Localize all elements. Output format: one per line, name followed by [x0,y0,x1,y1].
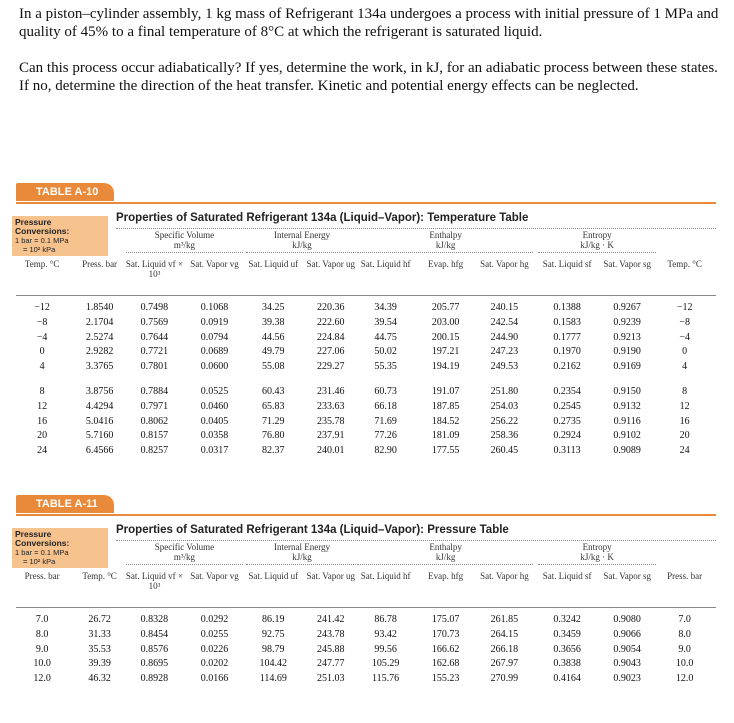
table-cell: 20 [37,430,48,442]
group-header-unit: kJ/kg [292,552,312,562]
table-cell: 0.1777 [553,331,581,343]
table-cell: 0.8328 [140,614,169,625]
table-cell: 0.9023 [613,673,641,685]
column-header: Press. bar [667,571,703,581]
column-header: Temp. °C [667,259,702,269]
table-cell: 203.00 [431,316,460,328]
table-cell: 247.77 [316,658,345,670]
group-header-rule [246,564,358,565]
table-cell: 71.29 [262,415,285,427]
table-cell: 0.0166 [200,673,229,685]
table-cell: 0.7801 [140,361,169,373]
table-cell: 0.0226 [200,643,229,655]
table-cell: 3.8756 [85,386,114,397]
table-cell: 227.06 [316,346,345,358]
column-header: Sat. Vapor hg [480,571,529,581]
table-row [16,400,716,414]
table-cell: 39.39 [88,658,111,670]
group-header-label: Internal Energy [273,542,331,552]
table-cell: −12 [34,302,50,313]
table-title-rule [116,228,716,229]
group-header-entropy [538,230,656,250]
table-cell: 86.78 [374,614,397,625]
group-header-label: Enthalpy [429,230,462,240]
table-cell: 55.08 [262,361,285,373]
table-cell: −8 [679,316,690,328]
table-cell: 26.72 [88,614,111,625]
table-cell: 49.79 [262,346,285,358]
table-cell: 0.7971 [140,400,169,412]
table-cell: 115.76 [372,673,400,685]
table-cell: 35.53 [88,643,111,655]
table-title: Properties of Saturated Refrigerant 134a (Liquid–Vapor): Pressure Table [116,524,509,536]
table-cell: 240.15 [490,302,519,313]
group-header-rule [358,252,533,253]
column-header: Sat. Liquid uf [248,259,299,269]
table-cell: 0.0525 [200,386,229,397]
table-cell: 9.0 [35,643,49,655]
table-cell: 0.0689 [200,346,229,358]
table-cell: 233.63 [316,400,345,412]
group-header-unit: kJ/kg [292,240,312,250]
table-cell: 266.18 [490,643,519,655]
header-bottom-rule [16,295,716,296]
table-cell: 184.52 [431,415,460,427]
table-cell: 0.0255 [200,628,229,640]
table-cell: −12 [676,302,693,313]
table-cell: 0.1388 [553,302,581,313]
table-row [16,657,716,671]
table-cell: 0.7498 [140,302,169,313]
table-cell: 240.01 [316,445,345,457]
table-cell: 104.42 [259,658,288,670]
table-cell: 5.7160 [85,430,114,442]
table-tab-label: TABLE A-10 [16,183,114,201]
table-cell: 0 [39,346,45,358]
conversions-title: Pressure Conversions: [15,217,70,236]
table-cell: 4 [682,361,688,373]
table-cell: 260.45 [490,445,519,457]
table-cell: 220.36 [316,302,345,313]
column-header: Sat. Liquid hf [360,571,411,581]
table-cell: 229.27 [316,361,345,373]
table-header [16,495,716,515]
table-cell: 222.60 [316,316,345,328]
group-header-label: Specific Volume [154,230,215,240]
table-cell: 0.3459 [553,628,581,640]
table-cell: 0.1068 [200,302,229,313]
group-header-enthalpy [358,230,533,250]
table-row [16,672,716,686]
group-header-specific-volume [126,542,244,562]
table-cell: 0.9102 [613,430,641,442]
group-header-rule [246,252,358,253]
table-cell: 86.19 [262,614,285,625]
table-cell: 254.03 [490,400,519,412]
table-cell: 10.0 [675,658,694,670]
column-header: Sat. Vapor vg [190,259,239,269]
table-cell: 0.0292 [200,614,229,625]
table-cell: 0.8062 [140,415,169,427]
table-cell: 194.19 [431,361,460,373]
table-a10 [15,183,716,457]
table-cell: 0.1970 [553,346,581,358]
table-cell: 66.18 [374,400,397,412]
table-cell: 0.9066 [613,628,641,640]
table-cell: 46.32 [88,673,111,685]
column-header: Temp. °C [82,571,117,581]
column-header: Sat. Liquid uf [248,571,299,581]
conversions-line-2: = 10² kPa [23,245,56,254]
table-cell: 8 [682,386,688,397]
table-cell: 114.69 [259,673,287,685]
table-row [16,429,716,443]
table-row [16,628,716,642]
conversions-line-2: = 10² kPa [23,557,56,566]
table-cell: 0.2924 [553,430,581,442]
table-cell: 34.25 [262,302,285,313]
table-cell: 0.9054 [613,643,641,655]
table-cell: 60.73 [374,386,397,397]
column-header: Temp. °C [24,259,60,269]
conversions-title: Pressure Conversions: [15,529,70,548]
table-cell: 197.21 [431,346,460,358]
problem-statement [19,5,724,95]
group-header-unit: kJ/kg [435,552,456,562]
table-cell: 71.69 [374,415,397,427]
column-header: Sat. Liquid hf [360,259,411,269]
table-cell: 166.62 [431,643,460,655]
table-cell: 0.2735 [553,415,581,427]
group-header-rule [358,564,533,565]
column-header: Sat. Vapor ug [306,571,356,581]
table-row [16,385,716,399]
table-cell: 181.09 [431,430,460,442]
table-cell: 44.56 [262,331,285,343]
table-cell: 4 [39,361,45,373]
group-header-specific-volume [126,230,244,250]
table-cell: 0.3242 [553,614,581,625]
table-cell: 251.80 [490,386,519,397]
table-cell: 0.9150 [613,386,641,397]
column-header: Sat. Vapor ug [306,259,356,269]
table-cell: 0.9267 [613,302,641,313]
table-cell: 8.0 [678,628,691,640]
table-cell: 267.97 [490,658,519,670]
table-cell: 243.78 [316,628,345,640]
table-row [16,316,716,330]
group-header-unit: kJ/kg · K [580,552,614,562]
group-header-rule [126,252,244,253]
table-cell: 0.3656 [553,643,581,655]
table-row [16,345,716,359]
column-header: Sat. Liquid sf [542,571,592,581]
table-cell: 235.78 [316,415,345,427]
group-header-label: Internal Energy [273,230,331,240]
table-cell: 0.8928 [140,673,169,685]
conversions-line-1: 1 bar = 0.1 MPa [15,548,69,557]
table-cell: 0.8257 [140,445,169,457]
table-cell: 0.0919 [200,316,229,328]
table-row [16,301,716,315]
table-cell: 44.75 [374,331,397,343]
table-cell: 0.0358 [200,430,229,442]
table-cell: 1.8540 [85,302,114,313]
table-cell: 0.0317 [200,445,229,457]
table-cell: 93.42 [374,628,397,640]
column-header: Sat. Liquid vf × 10³ [125,259,183,279]
pressure-conversions-box [12,528,108,568]
pressure-conversions-box [12,216,108,256]
table-cell: 105.29 [371,658,400,670]
table-cell: 0.2354 [553,386,581,397]
table-cell: 0.0460 [200,400,229,412]
table-cell: 50.02 [374,346,397,358]
table-cell: 8 [39,386,45,397]
table-cell: 77.26 [374,430,397,442]
problem-paragraph-2: Can this process occur adiabatically? If yes, determine the work, in kJ, for an adiabatic process between these states. If no, determine the direction of the heat transfer. Kinetic and potential energy effects can be neglected. [19,60,718,94]
table-cell: 2.5274 [85,331,114,343]
table-cell: −8 [36,316,48,328]
group-header-rule [538,564,656,565]
problem-paragraph-1: In a piston–cylinder assembly, 1 kg mass of Refrigerant 134a undergoes a process with initial pressure of 1 MPa and quality of 45% to a final temperature of 8°C at which the refrigerant is saturated liquid. [19,6,719,40]
table-row [16,415,716,429]
column-header: Sat. Vapor hg [480,259,529,269]
table-cell: 98.79 [262,643,285,655]
table-row [16,360,716,374]
table-cell: 55.35 [374,361,397,373]
table-cell: 5.0416 [85,415,114,427]
column-header: Press. bar [82,259,118,269]
table-cell: 0.3113 [553,445,581,457]
group-header-unit: m³/kg [173,240,196,250]
table-cell: 92.75 [262,628,285,640]
table-cell: 177.55 [431,445,460,457]
table-cell: 258.36 [490,430,519,442]
table-cell: 0.9190 [613,346,641,358]
table-cell: 162.68 [431,658,460,670]
column-header: Evap. hfg [428,259,464,269]
table-cell: 0.9132 [613,400,641,412]
table-cell: 0.8576 [140,643,169,655]
table-cell: 9.0 [678,643,691,655]
table-cell: 0.8454 [140,628,169,640]
table-cell: 0.9169 [613,361,641,373]
table-cell: 39.54 [374,316,397,328]
table-cell: 65.83 [262,400,285,412]
group-header-unit: m³/kg [173,552,196,562]
table-cell: 242.54 [490,316,519,328]
group-header-entropy [538,542,656,562]
table-row [16,444,716,458]
table-cell: 0.1583 [553,316,581,328]
table-row [16,613,716,627]
table-cell: 24 [37,445,48,457]
table-cell: −4 [36,331,48,343]
table-cell: 0.9089 [613,445,641,457]
table-cell: 82.90 [374,445,397,457]
table-cell: 0.7884 [140,386,169,397]
table-cell: 187.85 [431,400,460,412]
table-cell: 0.9116 [613,415,641,427]
table-cell: 0.7721 [140,346,169,358]
table-cell: 261.85 [490,614,519,625]
table-cell: 20 [679,430,690,442]
table-cell: 0.4164 [553,673,581,685]
table-cell: 270.99 [490,673,519,685]
table-cell: 3.3765 [85,361,114,373]
table-cell: −4 [679,331,690,343]
table-cell: 0.8157 [140,430,169,442]
table-cell: 16 [679,415,690,427]
table-cell: 2.9282 [85,346,114,358]
table-cell: 205.77 [431,302,460,313]
table-cell: 251.03 [316,673,345,685]
table-cell: 10.0 [33,658,51,670]
column-header: Sat. Vapor sg [603,259,651,269]
table-cell: 12.0 [675,673,694,685]
group-header-enthalpy [358,542,533,562]
table-cell: 7.0 [678,614,691,625]
table-cell: 0.7569 [140,316,169,328]
table-title: Properties of Saturated Refrigerant 134a (Liquid–Vapor): Temperature Table [116,212,529,224]
group-header-label: Entropy [582,542,612,552]
table-cell: 245.88 [316,643,345,655]
column-header: Press. bar [24,571,60,581]
group-header-label: Specific Volume [154,542,215,552]
group-header-unit: kJ/kg · K [580,240,614,250]
column-header: Evap. hfg [428,571,464,581]
table-cell: 31.33 [88,628,111,640]
table-header [16,183,716,203]
table-cell: 0.3838 [553,658,581,670]
table-cell: 4.4294 [85,400,114,412]
table-cell: 76.80 [262,430,285,442]
group-header-unit: kJ/kg [435,240,456,250]
table-cell: 175.07 [431,614,460,625]
table-cell: 8.0 [35,628,49,640]
table-cell: 0.2162 [553,361,581,373]
table-cell: 16 [37,415,48,427]
table-cell: 99.56 [374,643,397,655]
table-cell: 0.7644 [140,331,169,343]
table-cell: 170.73 [431,628,460,640]
group-header-rule [126,564,244,565]
table-cell: 244.90 [490,331,519,343]
table-cell: 0.8695 [140,658,169,670]
table-cell: 200.15 [431,331,460,343]
conversions-line-1: 1 bar = 0.1 MPa [15,236,69,245]
table-row [16,643,716,657]
group-header-internal-energy [246,542,358,562]
table-cell: 256.22 [490,415,519,427]
table-cell: 0.9239 [613,316,641,328]
group-header-label: Entropy [582,230,612,240]
table-cell: 0.0202 [200,658,229,670]
column-header: Sat. Vapor sg [603,571,651,581]
table-cell: 224.84 [316,331,345,343]
table-cell: 0.9043 [613,658,641,670]
table-a11 [15,495,716,685]
column-header: Sat. Vapor vg [190,571,239,581]
group-header-internal-energy [246,230,358,250]
table-cell: 247.23 [490,346,519,358]
table-cell: 82.37 [262,445,285,457]
table-cell: 0.9080 [613,614,641,625]
table-cell: 249.53 [490,361,519,373]
table-cell: 6.4566 [85,445,114,457]
table-cell: 155.23 [431,673,460,685]
table-cell: 2.1704 [85,316,114,328]
group-header-rule [538,252,656,253]
table-cell: 12 [679,400,690,412]
table-cell: 0.0600 [200,361,229,373]
table-top-rule [16,202,716,204]
table-cell: 24 [679,445,690,457]
table-cell: 237.91 [316,430,345,442]
table-title-rule [116,540,716,541]
table-cell: 241.42 [316,614,345,625]
table-cell: 12 [37,400,48,412]
column-header: Sat. Liquid sf [542,259,592,269]
table-cell: 39.38 [262,316,285,328]
table-cell: 0 [682,346,688,358]
table-cell: 0.9213 [613,331,641,343]
table-cell: 34.39 [374,302,397,313]
table-cell: 12.0 [33,673,51,685]
table-row [16,331,716,345]
table-top-rule [16,514,716,516]
column-header: Sat. Liquid vf × 10³ [125,571,183,591]
table-tab-label: TABLE A-11 [16,495,114,513]
table-cell: 60.43 [262,386,285,397]
table-cell: 0.0794 [200,331,229,343]
table-cell: 264.15 [490,628,519,640]
table-cell: 231.46 [316,386,345,397]
group-header-label: Enthalpy [429,542,462,552]
header-bottom-rule [16,607,716,608]
table-cell: 7.0 [35,614,49,625]
table-cell: 0.0405 [200,415,229,427]
table-cell: 191.07 [431,386,460,397]
table-cell: 0.2545 [553,400,581,412]
